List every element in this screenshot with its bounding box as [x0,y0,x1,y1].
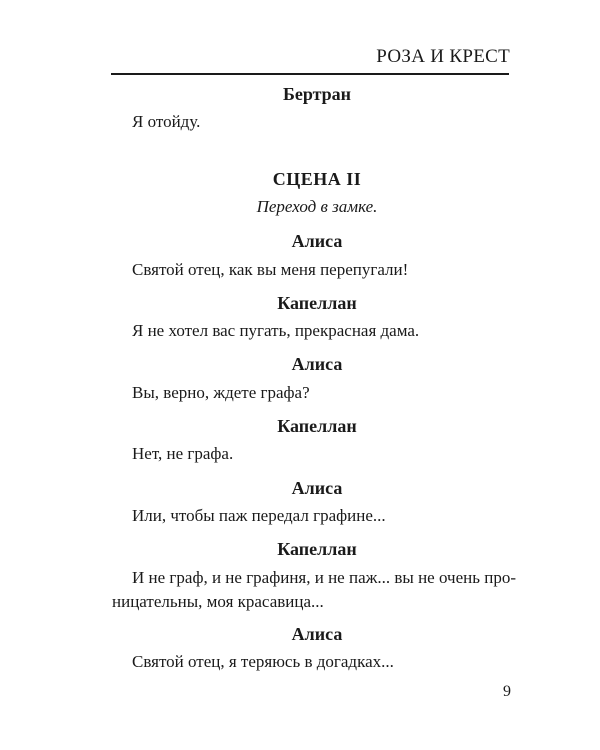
speaker-name: Алиса [291,354,343,374]
scene-title: СЦЕНА II [272,169,362,189]
speaker-name: Алиса [291,478,343,498]
header-rule [111,73,509,75]
stage-direction: Переход в замке. [256,197,378,216]
dialogue-line: Вы, верно, ждете графа? [132,383,310,402]
dialogue-line-continuation: ницательны, моя красавица... [112,592,324,611]
speaker-name: Капеллан [277,539,357,559]
speaker-name: Капеллан [277,416,357,436]
running-head-title: РОЗА И КРЕСТ [376,46,510,67]
speaker-name: Алиса [291,624,343,644]
dialogue-line: Святой отец, как вы меня перепугали! [132,260,409,279]
speaker-name: Бертран [282,84,352,104]
dialogue-line: Я отойду. [132,112,201,131]
speaker-name: Алиса [291,231,343,251]
dialogue-line: Святой отец, я теряюсь в догадках... [132,652,394,671]
page-number: 9 [503,683,511,700]
dialogue-line: Нет, не графа. [132,444,234,463]
speaker-name: Капеллан [277,293,357,313]
dialogue-line: Я не хотел вас пугать, прекрасная дама. [132,321,420,340]
dialogue-line: И не граф, и не графиня, и не паж... вы не очень про- [132,568,516,587]
dialogue-line: Или, чтобы паж передал графине... [132,506,386,525]
